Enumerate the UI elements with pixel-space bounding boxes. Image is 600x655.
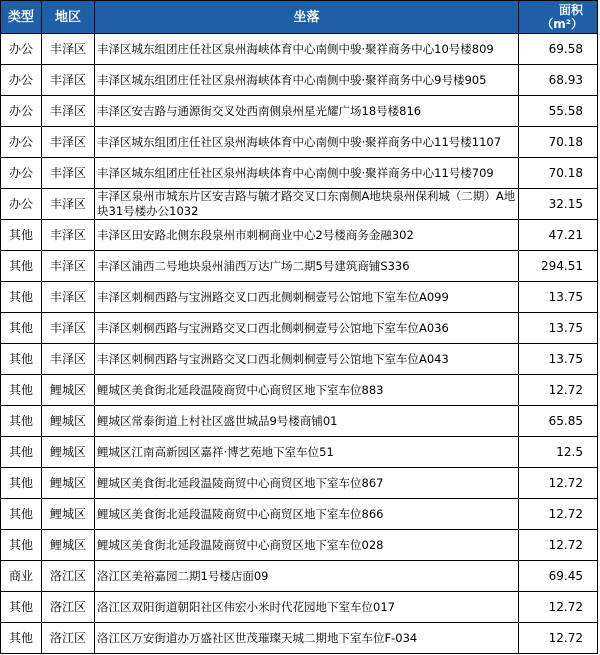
table-row bbox=[1, 189, 598, 220]
table-row bbox=[1, 592, 598, 623]
table-row bbox=[1, 158, 598, 189]
cell-district: 鲤城区 bbox=[42, 468, 95, 499]
cell-type: 办公 bbox=[1, 65, 42, 96]
cell-district: 丰泽区 bbox=[42, 313, 95, 344]
table-row bbox=[1, 282, 598, 313]
cell-district: 丰泽区 bbox=[42, 158, 95, 189]
table-row bbox=[1, 65, 598, 96]
table-row bbox=[1, 468, 598, 499]
cell-location: 丰泽区城东组团庄任社区泉州海峡体育中心南侧中骏·聚祥商务中心11号楼1107 bbox=[95, 127, 519, 158]
cell-district: 鲤城区 bbox=[42, 437, 95, 468]
cell-district: 鲤城区 bbox=[42, 375, 95, 406]
cell-area: 55.58 bbox=[519, 96, 598, 127]
cell-district: 鲤城区 bbox=[42, 530, 95, 561]
cell-type: 其他 bbox=[1, 220, 42, 251]
cell-type: 其他 bbox=[1, 313, 42, 344]
cell-location: 鲤城区常泰街道上村社区盛世城品9号楼商铺01 bbox=[95, 406, 519, 437]
cell-area: 69.45 bbox=[519, 561, 598, 592]
cell-location: 鲤城区美食街北延段温陵商贸中心商贸区地下室车位867 bbox=[95, 468, 519, 499]
cell-district: 洛江区 bbox=[42, 561, 95, 592]
cell-type: 其他 bbox=[1, 499, 42, 530]
cell-location: 洛江区美裕嘉园二期1号楼店面09 bbox=[95, 561, 519, 592]
cell-district: 洛江区 bbox=[42, 623, 95, 654]
cell-district: 鲤城区 bbox=[42, 406, 95, 437]
table-header-row bbox=[1, 1, 598, 34]
cell-district: 丰泽区 bbox=[42, 344, 95, 375]
table-row bbox=[1, 251, 598, 282]
cell-location: 丰泽区浦西二号地块泉州浦西万达广场二期5号建筑商铺S336 bbox=[95, 251, 519, 282]
cell-area: 13.75 bbox=[519, 282, 598, 313]
cell-location: 鲤城区江南高新园区嘉祥·博艺苑地下室车位51 bbox=[95, 437, 519, 468]
cell-area: 70.18 bbox=[519, 127, 598, 158]
cell-type: 其他 bbox=[1, 375, 42, 406]
cell-type: 办公 bbox=[1, 127, 42, 158]
cell-location: 丰泽区安吉路与通源街交叉处西南侧泉州星光耀广场18号楼816 bbox=[95, 96, 519, 127]
cell-type: 其他 bbox=[1, 282, 42, 313]
cell-type: 其他 bbox=[1, 344, 42, 375]
table-row bbox=[1, 499, 598, 530]
cell-location: 鲤城区美食街北延段温陵商贸中心商贸区地下室车位866 bbox=[95, 499, 519, 530]
cell-type: 办公 bbox=[1, 96, 42, 127]
cell-district: 鲤城区 bbox=[42, 499, 95, 530]
cell-location: 鲤城区美食街北延段温陵商贸中心商贸区地下室车位028 bbox=[95, 530, 519, 561]
cell-district: 洛江区 bbox=[42, 592, 95, 623]
cell-area: 12.72 bbox=[519, 530, 598, 561]
cell-location: 丰泽区田安路北侧东段泉州市刺桐商业中心2号楼商务金融302 bbox=[95, 220, 519, 251]
cell-location: 丰泽区城东组团庄任社区泉州海峡体育中心南侧中骏·聚祥商务中心10号楼809 bbox=[95, 34, 519, 65]
cell-area: 12.72 bbox=[519, 499, 598, 530]
header-area-unit: （m²） bbox=[541, 17, 583, 31]
cell-area: 69.58 bbox=[519, 34, 598, 65]
header-area bbox=[519, 1, 598, 34]
cell-district: 丰泽区 bbox=[42, 127, 95, 158]
cell-type: 其他 bbox=[1, 251, 42, 282]
table-row bbox=[1, 561, 598, 592]
cell-area: 12.72 bbox=[519, 375, 598, 406]
cell-location: 鲤城区美食街北延段温陵商贸中心商贸区地下室车位883 bbox=[95, 375, 519, 406]
cell-area: 12.5 bbox=[519, 437, 598, 468]
cell-type: 其他 bbox=[1, 530, 42, 561]
cell-location: 洛江区双阳街道朝阳社区伟宏小米时代花园地下室车位017 bbox=[95, 592, 519, 623]
cell-location: 洛江区万安街道办万盛社区世茂璀璨天城二期地下室车位F-034 bbox=[95, 623, 519, 654]
cell-location: 丰泽区刺桐西路与宝洲路交叉口西北侧刺桐壹号公馆地下室车位A099 bbox=[95, 282, 519, 313]
cell-type: 办公 bbox=[1, 158, 42, 189]
cell-type: 其他 bbox=[1, 406, 42, 437]
header-area-label: 面积 bbox=[558, 3, 583, 17]
cell-type: 办公 bbox=[1, 34, 42, 65]
cell-district: 丰泽区 bbox=[42, 65, 95, 96]
cell-type: 其他 bbox=[1, 437, 42, 468]
cell-district: 丰泽区 bbox=[42, 220, 95, 251]
cell-type: 办公 bbox=[1, 189, 42, 220]
cell-type: 商业 bbox=[1, 561, 42, 592]
cell-area: 12.72 bbox=[519, 623, 598, 654]
cell-area: 32.15 bbox=[519, 189, 598, 220]
table-row bbox=[1, 34, 598, 65]
cell-type: 其他 bbox=[1, 592, 42, 623]
cell-location: 丰泽区刺桐西路与宝洲路交叉口西北侧刺桐壹号公馆地下室车位A036 bbox=[95, 313, 519, 344]
cell-location: 丰泽区泉州市城东片区安吉路与毓才路交叉口东南侧A地块泉州保利城（二期）A地块31号楼办公1032 bbox=[95, 189, 519, 220]
table-row bbox=[1, 375, 598, 406]
cell-district: 丰泽区 bbox=[42, 251, 95, 282]
cell-location: 丰泽区城东组团庄任社区泉州海峡体育中心南侧中骏·聚祥商务中心11号楼709 bbox=[95, 158, 519, 189]
table-row bbox=[1, 406, 598, 437]
cell-area: 47.21 bbox=[519, 220, 598, 251]
table-row bbox=[1, 220, 598, 251]
table-row bbox=[1, 437, 598, 468]
cell-location: 丰泽区刺桐西路与宝洲路交叉口西北侧刺桐壹号公馆地下室车位A043 bbox=[95, 344, 519, 375]
header-district: 地区 bbox=[42, 1, 95, 34]
header-location: 坐落 bbox=[95, 1, 519, 34]
cell-area: 12.72 bbox=[519, 468, 598, 499]
table-row bbox=[1, 127, 598, 158]
cell-district: 丰泽区 bbox=[42, 34, 95, 65]
cell-area: 13.75 bbox=[519, 344, 598, 375]
cell-area: 65.85 bbox=[519, 406, 598, 437]
cell-location: 丰泽区城东组团庄任社区泉州海峡体育中心南侧中骏·聚祥商务中心9号楼905 bbox=[95, 65, 519, 96]
table-row bbox=[1, 623, 598, 654]
cell-area: 13.75 bbox=[519, 313, 598, 344]
cell-area: 294.51 bbox=[519, 251, 598, 282]
cell-area: 68.93 bbox=[519, 65, 598, 96]
table-row bbox=[1, 313, 598, 344]
table-row bbox=[1, 530, 598, 561]
cell-area: 12.72 bbox=[519, 592, 598, 623]
cell-area: 70.18 bbox=[519, 158, 598, 189]
cell-district: 丰泽区 bbox=[42, 96, 95, 127]
cell-type: 其他 bbox=[1, 468, 42, 499]
header-type: 类型 bbox=[1, 1, 42, 34]
cell-type: 其他 bbox=[1, 623, 42, 654]
table-row bbox=[1, 96, 598, 127]
table-row bbox=[1, 344, 598, 375]
cell-district: 丰泽区 bbox=[42, 189, 95, 220]
cell-district: 丰泽区 bbox=[42, 282, 95, 313]
